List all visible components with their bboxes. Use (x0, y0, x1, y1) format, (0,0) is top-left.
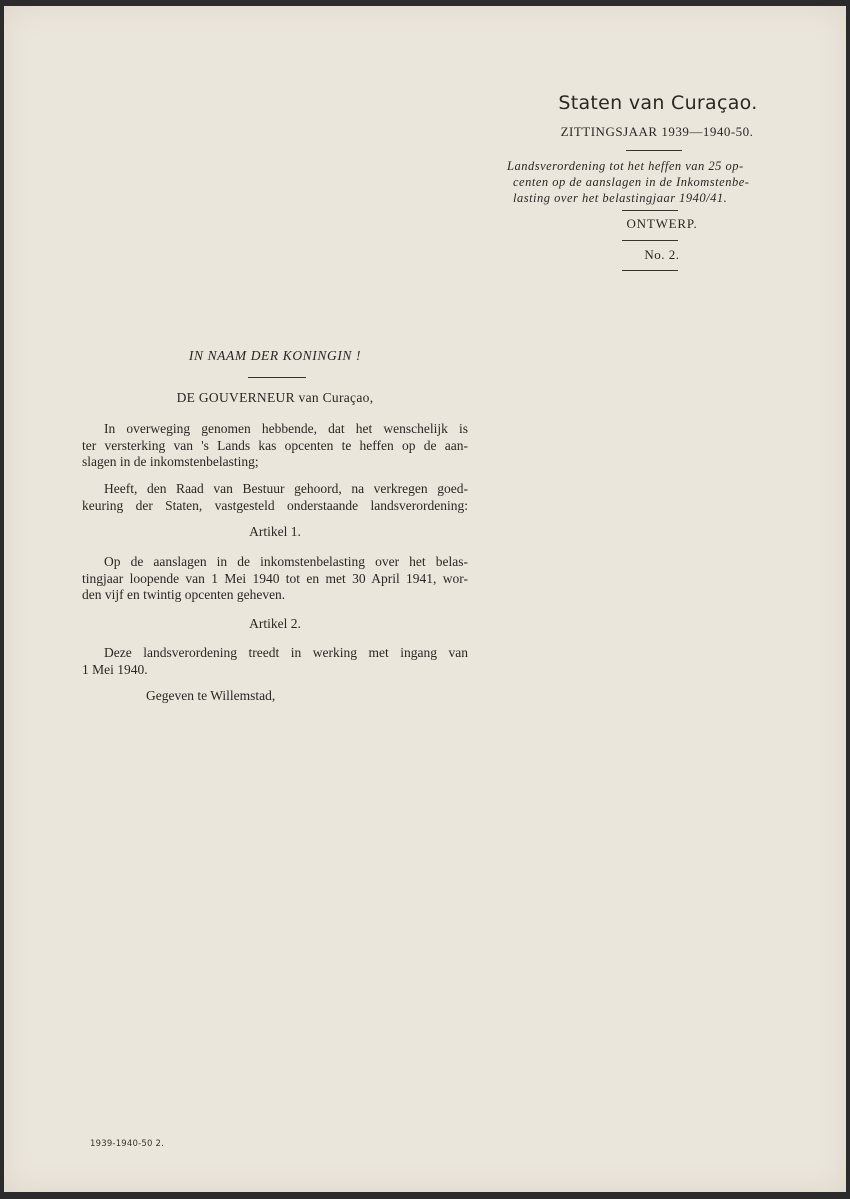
divider (622, 270, 678, 271)
subject-line: Landsverordening tot het heffen van 25 op- (507, 159, 744, 173)
document-title: Staten van Curaçao. (558, 92, 758, 114)
subject-description (504, 158, 814, 206)
draft-label: ONTWERP. (626, 216, 698, 231)
paragraph-line: tingjaar loopende van 1 Mei 1940 tot en met 30 April 1941, wor- (82, 570, 468, 586)
paragraph-line: den vijf en twintig opcenten geheven. (82, 587, 286, 602)
article-1-heading: Artikel 1. (249, 524, 301, 539)
enactment-paragraph (82, 481, 468, 514)
session-year: ZITTINGSJAAR 1939—1940-50. (560, 124, 754, 139)
divider (626, 150, 682, 151)
divider (622, 240, 678, 241)
document-number: No. 2. (644, 247, 680, 262)
divider (622, 210, 678, 211)
paragraph-line: In overweging genomen hebbende, dat het wenschelijk is (104, 421, 468, 436)
paragraph-line: Heeft, den Raad van Bestuur gehoord, na verkregen goed- (104, 481, 468, 496)
paragraph-line: keuring der Staten, vastgesteld onderstaande landsverordening: (82, 497, 468, 513)
article-1-text (82, 554, 468, 604)
article-2-heading: Artikel 2. (249, 616, 301, 631)
print-code: 1939-1940-50 2. (90, 1139, 165, 1149)
paragraph-line: 1 Mei 1940. (82, 661, 148, 677)
paragraph-line: Deze landsverordening treedt in werking met ingang van (104, 645, 468, 660)
article-2-text (82, 645, 468, 678)
subject-line: lasting over het belastingjaar 1940/41. (513, 191, 728, 205)
document-page (4, 6, 846, 1192)
governor-heading: DE GOUVERNEUR van Curaçao, (176, 390, 374, 405)
paragraph-line: slagen in de inkomstenbelasting; (82, 454, 259, 469)
subject-line: centen op de aanslagen in de Inkomstenbe- (513, 175, 750, 189)
given-at: Gegeven te Willemstad, (146, 688, 276, 703)
paragraph-line: Op de aanslagen in de inkomstenbelasting over het belas- (104, 554, 468, 569)
royal-invocation: IN NAAM DER KONINGIN ! (188, 348, 362, 363)
divider (248, 377, 306, 378)
paragraph-line: ter versterking van 's Lands kas opcenten te heffen op de aan- (82, 437, 468, 453)
considering-paragraph (82, 421, 468, 471)
